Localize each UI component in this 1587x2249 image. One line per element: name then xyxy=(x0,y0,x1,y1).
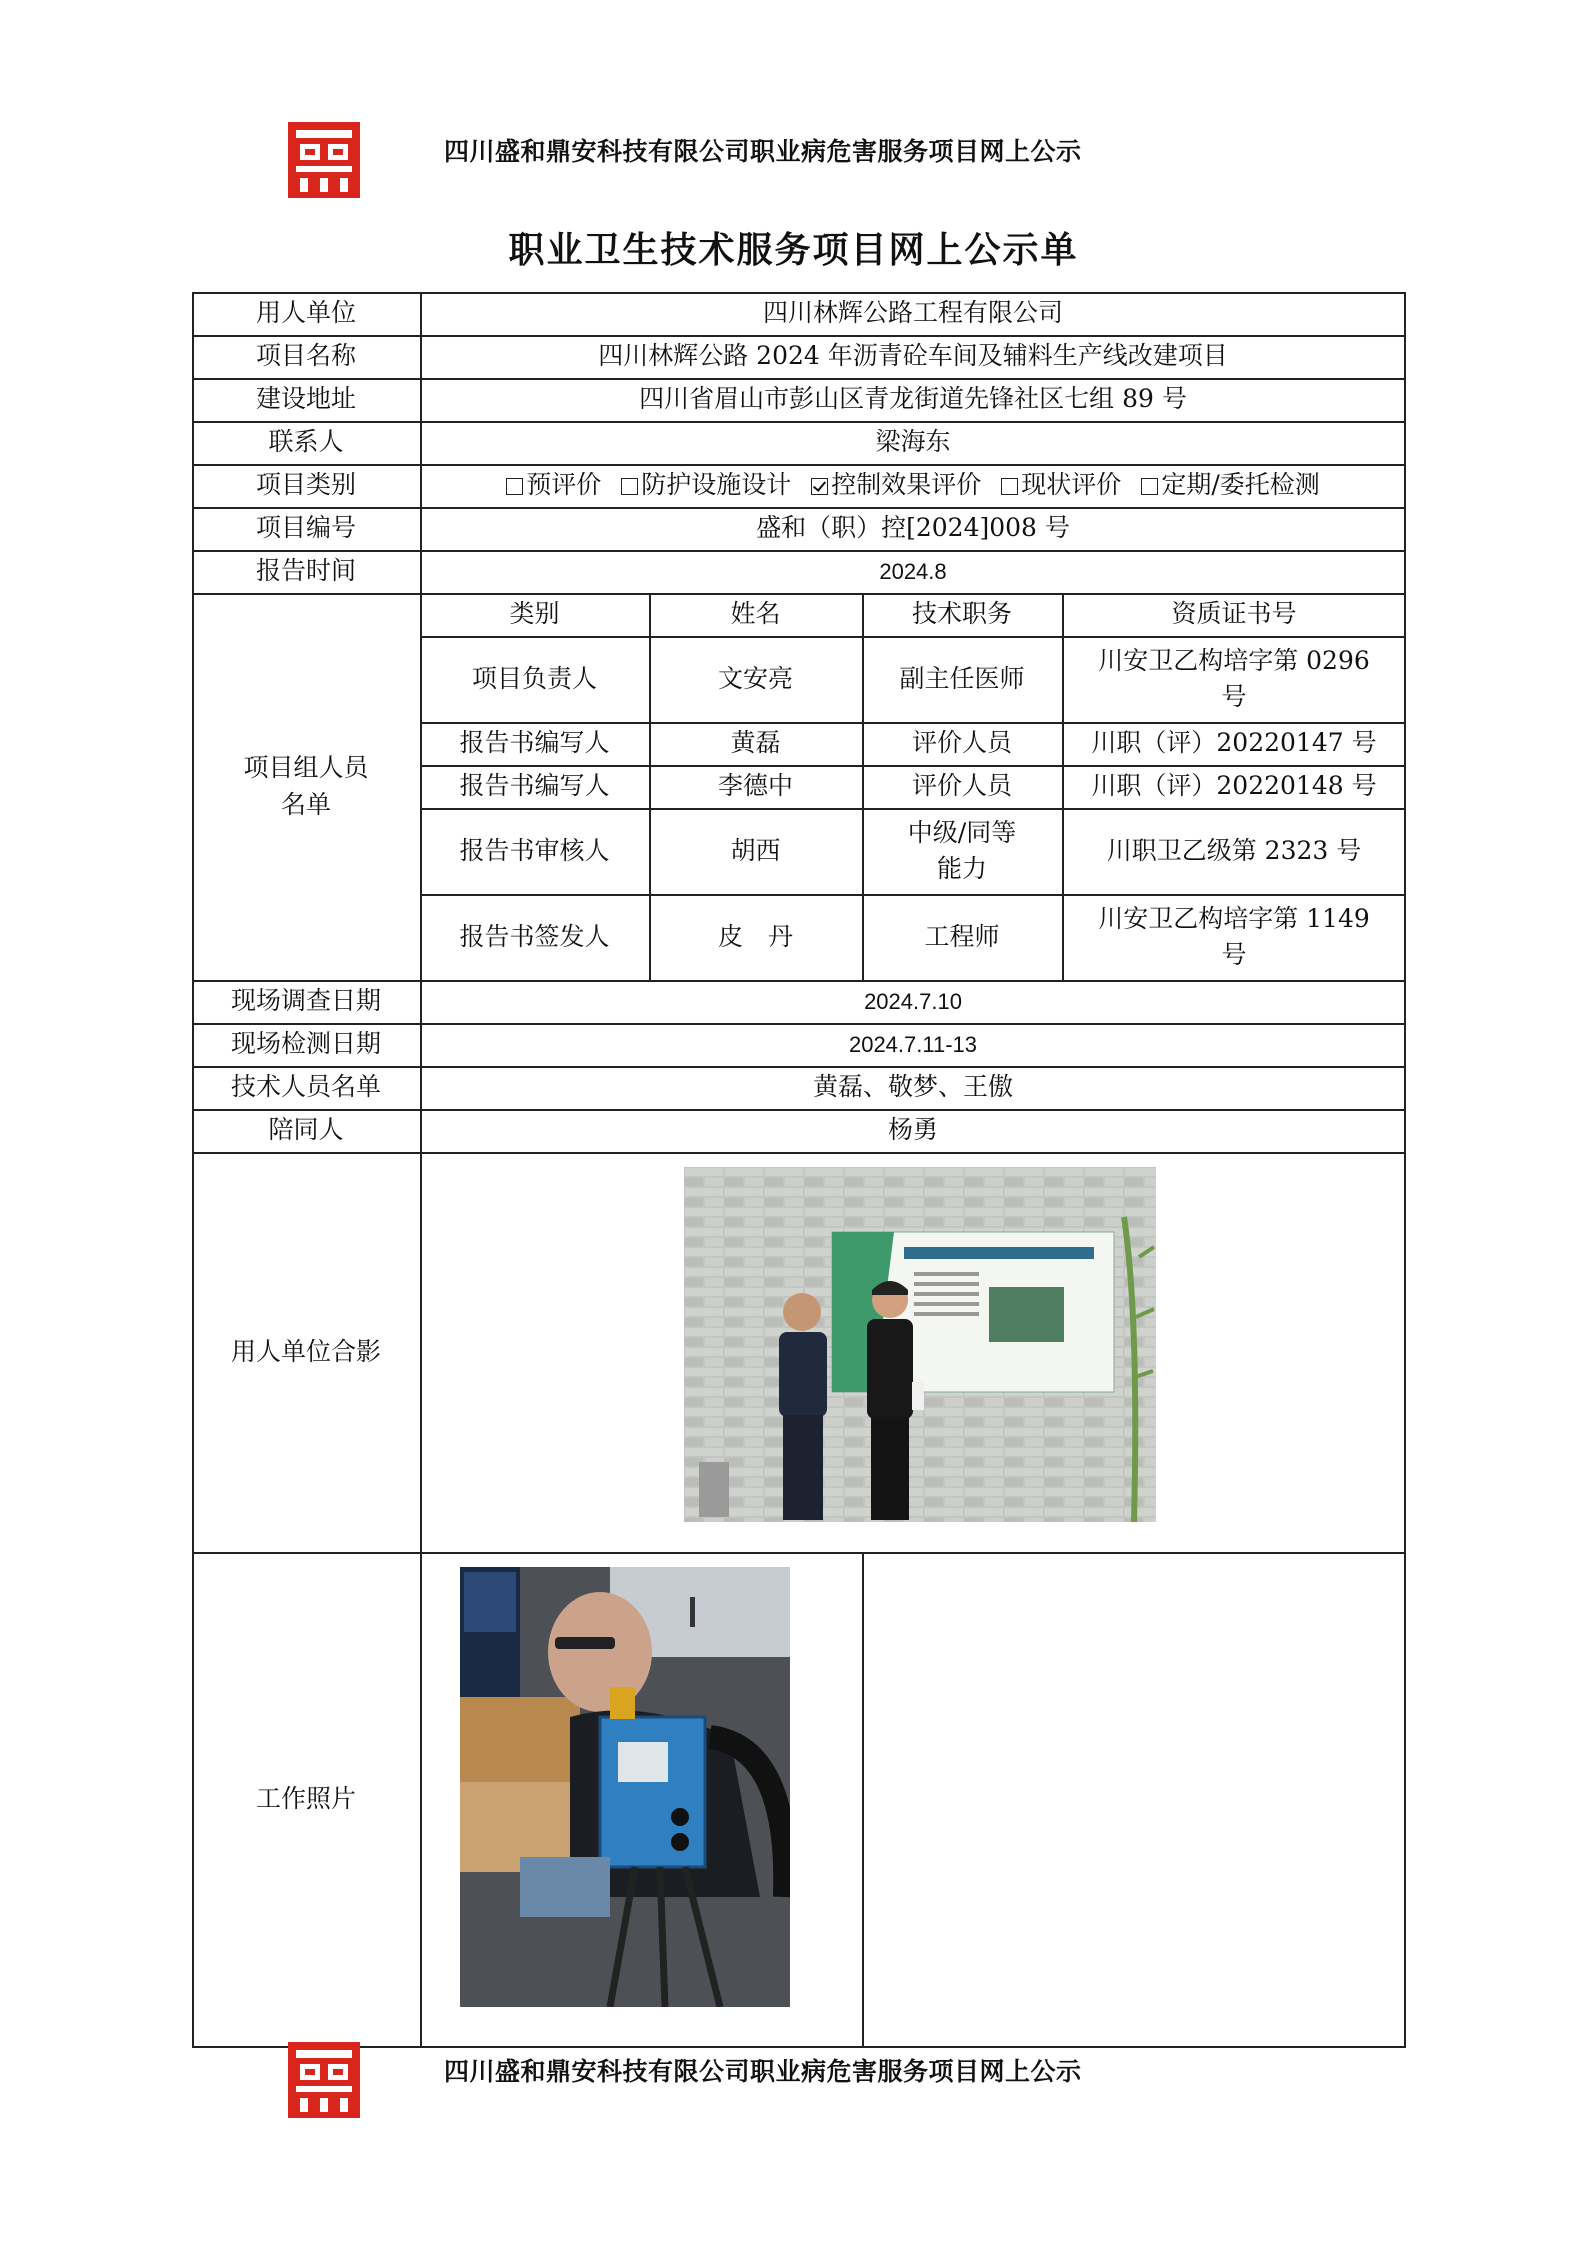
category-option-periodic[interactable]: 定期/委托检测 xyxy=(1141,467,1319,503)
footer-company-line: 四川盛和鼎安科技有限公司职业病危害服务项目网上公示 xyxy=(444,2057,1082,2086)
category-label: 项目类别 xyxy=(255,470,356,500)
team-row-cert: 川职卫乙级第 2323 号 xyxy=(1106,835,1362,865)
team-row-role: 报告书编写人 xyxy=(459,771,610,801)
notice-table xyxy=(192,292,1406,2048)
team-row-role: 项目负责人 xyxy=(471,663,597,693)
survey-date-value: 2024.7.10 xyxy=(864,988,962,1014)
survey-date-label: 现场调查日期 xyxy=(230,986,381,1016)
team-header-cert: 资质证书号 xyxy=(1171,599,1297,629)
team-row-name: 李德中 xyxy=(717,771,793,801)
checkbox-icon xyxy=(1141,478,1158,495)
team-row-title: 评价人员 xyxy=(911,728,1012,758)
report-time-value: 2024.8 xyxy=(879,558,947,584)
group-photo xyxy=(684,1167,1156,1522)
checkbox-icon xyxy=(506,478,523,495)
contact-value: 梁海东 xyxy=(875,427,951,457)
category-options xyxy=(420,464,1406,507)
project-name-value: 四川林辉公路 2024 年沥青砼车间及辅料生产线改建项目 xyxy=(598,341,1228,371)
test-date-label: 现场检测日期 xyxy=(230,1029,381,1059)
team-row-name: 黄磊 xyxy=(730,728,781,758)
team-label: 项目组人员名单 xyxy=(243,753,369,819)
team-row-name: 皮 丹 xyxy=(717,921,793,951)
project-no-value: 盛和（职）控[2024]008 号 xyxy=(756,513,1070,543)
category-option-pre[interactable]: 预评价 xyxy=(506,467,601,503)
team-row-cert: 川职（评）20220148 号 xyxy=(1091,771,1377,801)
companion-label: 陪同人 xyxy=(268,1115,344,1145)
address-label: 建设地址 xyxy=(255,384,356,414)
project-no-label: 项目编号 xyxy=(255,513,356,543)
team-row-cert: 川职（评）20220147 号 xyxy=(1091,728,1377,758)
team-row-title: 工程师 xyxy=(924,921,1000,951)
employer-label: 用人单位 xyxy=(255,298,356,328)
team-row-title: 副主任医师 xyxy=(899,663,1025,693)
companion-value: 杨勇 xyxy=(887,1115,938,1145)
page-footer xyxy=(0,2040,1587,2150)
work-photo-label: 工作照片 xyxy=(255,1783,356,1813)
checkbox-checked-icon xyxy=(811,478,828,495)
team-row-title: 中级/同等能力 xyxy=(907,817,1017,883)
team-row-title: 评价人员 xyxy=(911,771,1012,801)
work-photo xyxy=(460,1567,790,2007)
category-option-design[interactable]: 防护设施设计 xyxy=(621,467,791,503)
team-row-name: 文安亮 xyxy=(717,663,793,693)
category-option-status[interactable]: 现状评价 xyxy=(1001,467,1121,503)
team-header-title: 技术职务 xyxy=(911,599,1012,629)
team-row-role: 报告书审核人 xyxy=(459,835,610,865)
project-name-label: 项目名称 xyxy=(255,341,356,371)
company-logo-icon xyxy=(286,120,362,200)
page-title: 职业卫生技术服务项目网上公示单 xyxy=(508,229,1079,271)
group-photo-label: 用人单位合影 xyxy=(230,1336,381,1366)
checkbox-icon xyxy=(621,478,638,495)
technicians-label: 技术人员名单 xyxy=(230,1072,381,1102)
page-header xyxy=(0,120,1587,230)
team-header-name: 姓名 xyxy=(730,599,781,629)
technicians-value: 黄磊、敬梦、王傲 xyxy=(812,1072,1013,1102)
employer-value: 四川林辉公路工程有限公司 xyxy=(762,298,1063,328)
contact-label: 联系人 xyxy=(268,427,344,457)
team-row-name: 胡西 xyxy=(730,835,781,865)
company-logo-icon xyxy=(286,2040,362,2120)
team-row-role: 报告书编写人 xyxy=(459,728,610,758)
test-date-value: 2024.7.11-13 xyxy=(848,1031,978,1057)
team-row-cert: 川安卫乙构培字第 1149 号 xyxy=(1098,903,1370,969)
category-option-control[interactable]: 控制效果评价 xyxy=(811,467,981,503)
team-row-cert: 川安卫乙构培字第 0296 号 xyxy=(1098,645,1370,711)
report-time-label: 报告时间 xyxy=(255,556,356,586)
team-row-role: 报告书签发人 xyxy=(459,921,610,951)
team-header-role: 类别 xyxy=(509,599,560,629)
address-value: 四川省眉山市彭山区青龙街道先锋社区七组 89 号 xyxy=(639,384,1187,414)
checkbox-icon xyxy=(1001,478,1018,495)
header-company-line: 四川盛和鼎安科技有限公司职业病危害服务项目网上公示 xyxy=(444,137,1082,166)
